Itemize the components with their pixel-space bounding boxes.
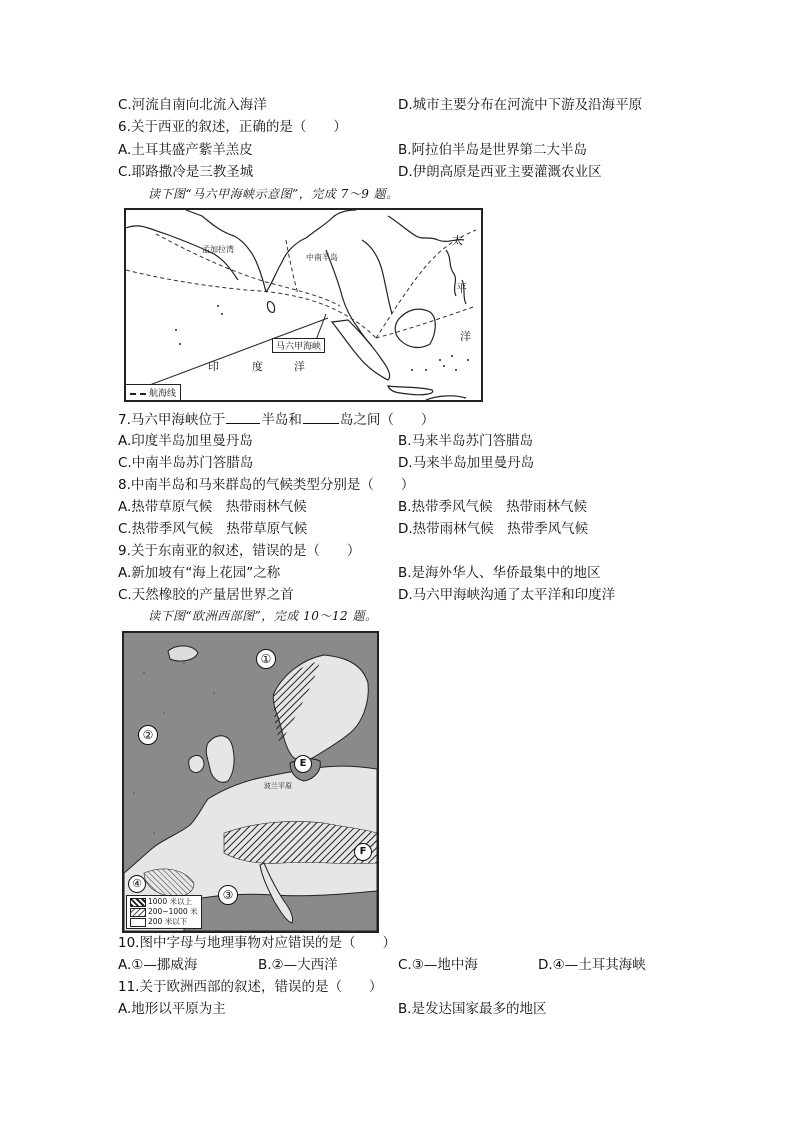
sri-lanka (267, 302, 274, 313)
plain-label: 波兰平原 (264, 782, 292, 790)
legend-row-high (130, 897, 198, 907)
strait-label-box: 马六甲海峡 (272, 338, 325, 353)
map1-label-bay: 孟加拉湾 (202, 245, 234, 254)
australia-coast (426, 396, 466, 400)
map1-label-indochina: 中南半岛 (306, 253, 338, 262)
java-island (388, 386, 433, 395)
q11-stem: 11.关于欧洲西部的叙述，错误的是（ ） (118, 979, 383, 995)
indochina-north (306, 210, 356, 238)
philippines (446, 250, 456, 296)
q9-option-c: C.天然橡胶的产量居世界之首 (118, 587, 294, 603)
dashed-line-icon (130, 393, 146, 395)
marker-2: ② (138, 725, 158, 745)
legend-label-low: 200 米以下 (148, 917, 188, 926)
map1-legend (126, 384, 181, 400)
blank-box-icon (130, 918, 146, 927)
q5-option-d: D.城市主要分布在河流中下游及沿海平原 (398, 97, 643, 113)
q8-option-d: D.热带雨林气候 热带季风气候 (398, 521, 589, 537)
map2-instruction: 读下图“欧洲西部图”，完成 10～12 题。 (148, 609, 378, 623)
legend-label-mid: 200~1000 米 (148, 907, 198, 916)
q7-stem-part-c: 岛之间（ ） (339, 412, 435, 428)
legend-row-low (130, 917, 198, 927)
q8-option-b: B.热带季风气候 热带雨林气候 (398, 499, 588, 515)
ireland (189, 755, 204, 772)
marker-4: ④ (128, 875, 146, 893)
marker-1: ① (256, 649, 276, 669)
map1-legend-label: 航海线 (149, 389, 177, 399)
map1-label-yang: 洋 (294, 360, 305, 373)
malay-peninsula (326, 250, 372, 346)
borneo-island (395, 309, 435, 347)
q10-option-b: B.②—大西洋 (258, 957, 338, 973)
q5-option-c: C.河流自南向北流入海洋 (118, 97, 267, 113)
western-europe-map (122, 631, 379, 933)
q8-stem: 8.中南半岛和马来群岛的气候类型分别是（ ） (118, 477, 415, 493)
hatch-dense-icon (130, 898, 146, 907)
q7-option-d: D.马来半岛加里曼丹岛 (398, 455, 535, 471)
q8-option-c: C.热带季风气候 热带草原气候 (118, 521, 308, 537)
q8-option-a: A.热带草原气候 热带雨林气候 (118, 499, 307, 515)
q9-stem: 9.关于东南亚的叙述，错误的是（ ） (118, 543, 361, 559)
q9-option-a: A.新加坡有“海上花园”之称 (118, 565, 281, 581)
q7-blank-2[interactable] (303, 410, 339, 424)
marker-3: ③ (218, 885, 238, 905)
q10-option-a: A.①—挪威海 (118, 957, 198, 973)
indochina-east (362, 240, 392, 314)
q10-option-d: D.④—土耳其海峡 (538, 957, 646, 973)
q6-option-d: D.伊朗高原是西亚主要灌溉农业区 (398, 164, 602, 180)
q7-option-b: B.马来半岛苏门答腊岛 (398, 433, 534, 449)
q9-option-d: D.马六甲海峡沟通了太平洋和印度洋 (398, 587, 616, 603)
q10-option-c: C.③—地中海 (398, 957, 478, 973)
map1-label-ocean: 洋 (460, 330, 471, 343)
q6-option-c: C.耶路撒冷是三教圣城 (118, 164, 254, 180)
sumatra-island (332, 320, 390, 380)
q7-option-c: C.中南半岛苏门答腊岛 (118, 455, 254, 471)
map1-label-yin: 印 (208, 360, 219, 373)
map1-label-tai: 太 (452, 234, 463, 247)
europe-map-drawing (124, 633, 377, 931)
q6-stem: 6.关于西亚的叙述，正确的是（ ） (118, 119, 347, 135)
map1-label-ping: 平 (456, 282, 467, 295)
marker-f: F (354, 843, 372, 861)
marker-e: E (294, 755, 312, 773)
q9-option-b: B.是海外华人、华侨最集中的地区 (398, 565, 601, 581)
malacca-strait-map (124, 208, 483, 402)
shipping-routes (126, 230, 476, 338)
q7-stem-part-a: 7.马六甲海峡位于 (118, 412, 226, 428)
q7-blank-1[interactable] (226, 410, 260, 424)
map1-label-du: 度 (252, 360, 263, 373)
q6-option-a: A.土耳其盛产紫羊羔皮 (118, 142, 253, 158)
legend-row-mid (130, 907, 198, 917)
map1-instruction: 读下图“马六甲海峡示意图”，完成 7～9 题。 (148, 187, 399, 201)
q7-option-a: A.印度半岛加里曼丹岛 (118, 433, 253, 449)
q7-stem-part-b: 半岛和 (261, 412, 302, 428)
q6-option-b: B.阿拉伯半岛是世界第二大半岛 (398, 142, 588, 158)
q11-option-a: A.地形以平原为主 (118, 1001, 226, 1017)
q11-option-b: B.是发达国家最多的地区 (398, 1001, 547, 1017)
q10-stem: 10.图中字母与地理事物对应错误的是（ ） (118, 935, 396, 951)
map2-legend (126, 895, 202, 929)
legend-label-high: 1000 米以上 (148, 897, 192, 906)
hatch-light-icon (130, 908, 146, 917)
q7-stem (118, 410, 434, 429)
